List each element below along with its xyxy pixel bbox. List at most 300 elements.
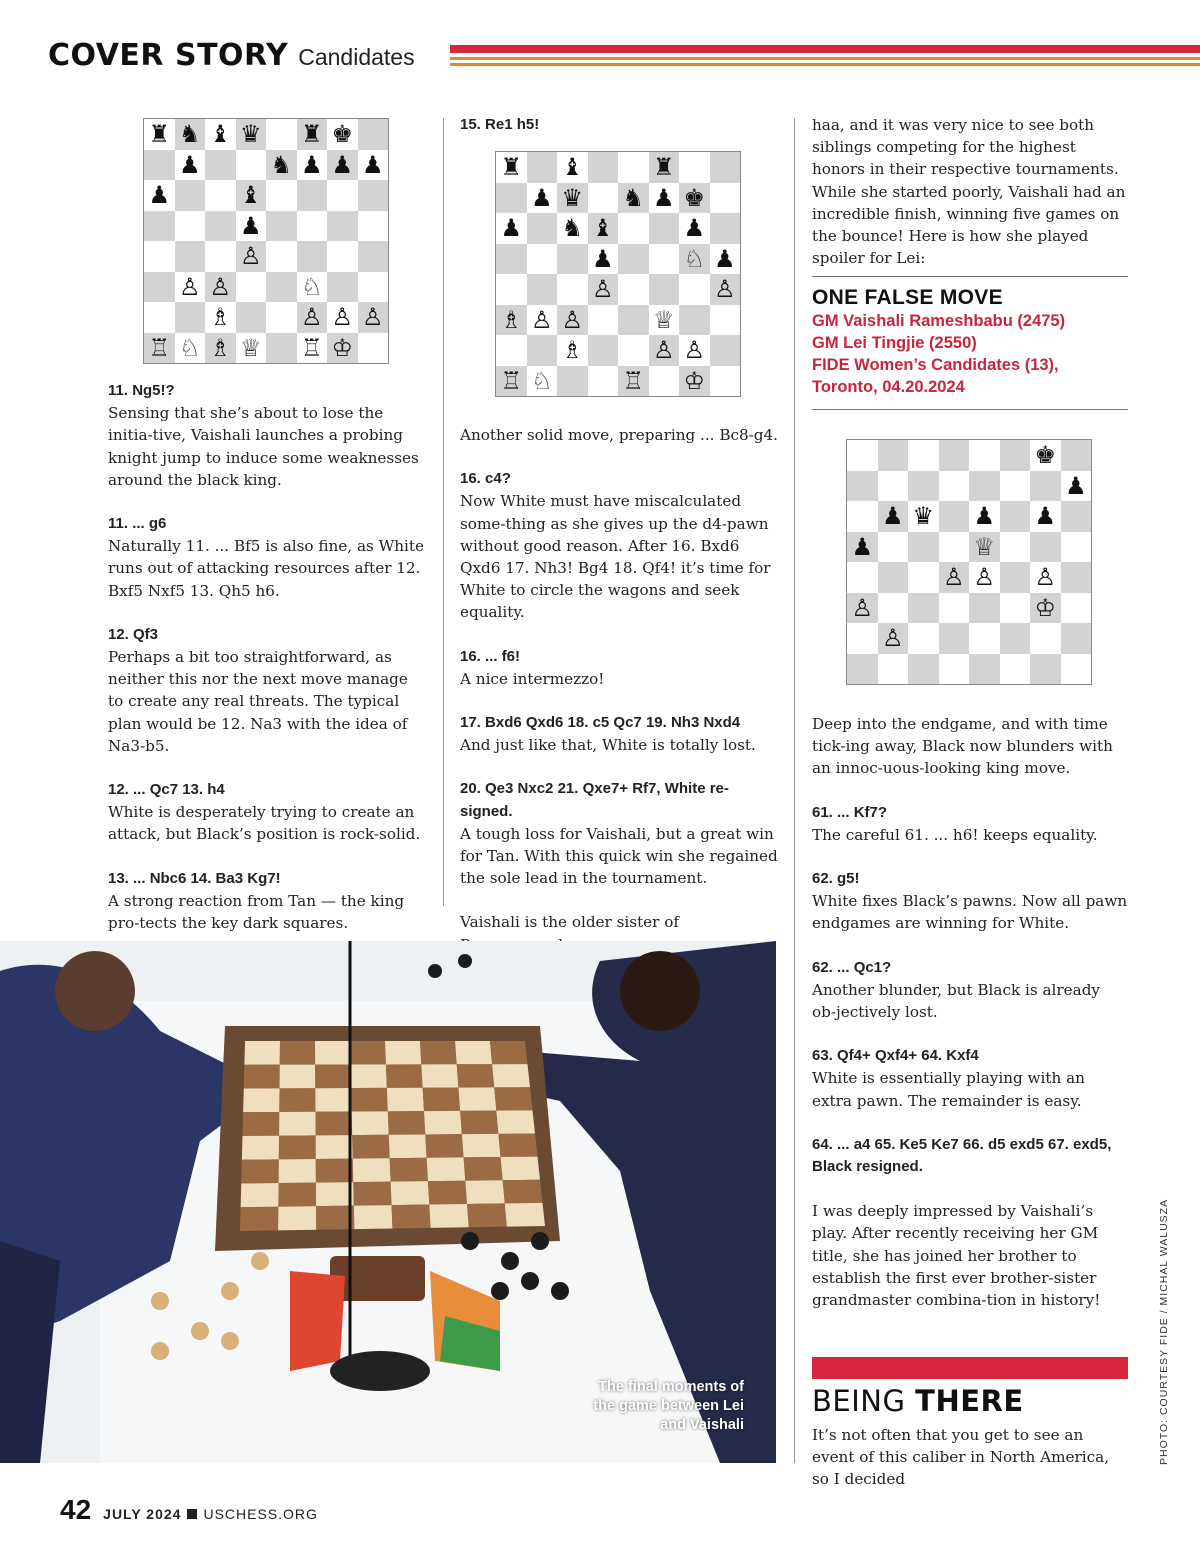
board-square: ♟	[649, 183, 680, 214]
photo-board-square	[386, 1064, 423, 1088]
board-square: ♟	[588, 244, 619, 275]
board-square	[527, 335, 558, 366]
annotation	[460, 778, 778, 889]
board-square: ♙	[175, 272, 206, 303]
board-square	[939, 532, 970, 563]
annotation	[108, 380, 426, 491]
board-square: ♙	[1030, 562, 1061, 593]
board-square: ♟	[878, 501, 909, 532]
board-square	[1061, 623, 1092, 654]
board-square	[939, 654, 970, 685]
event-name: FIDE Women’s Candidates (13),	[812, 356, 1059, 374]
board-square	[679, 305, 710, 336]
photo-board-square	[421, 1064, 458, 1087]
annotation	[812, 868, 1128, 935]
board-square: ♕	[236, 333, 267, 364]
board-square	[939, 593, 970, 624]
board-square	[878, 532, 909, 563]
board-square	[588, 366, 619, 397]
board-square	[527, 244, 558, 275]
board-square	[710, 152, 741, 183]
board-square	[847, 562, 878, 593]
header-rule-orange-2	[450, 63, 1200, 66]
photo-board-square	[279, 1135, 316, 1159]
board-square	[878, 562, 909, 593]
board-square	[908, 440, 939, 471]
board-square: ♖	[144, 333, 175, 364]
photo-board-square	[316, 1135, 353, 1159]
annotation-text: A tough loss for Vaishali, but a great win for Tan. With this quick win she regained the sole lead in the tournament.	[460, 824, 778, 888]
move-heading: 16. ... f6!	[460, 647, 521, 665]
annotation	[460, 468, 778, 623]
board-square	[969, 654, 1000, 685]
board-square: ♟	[358, 150, 389, 181]
board-square	[1000, 471, 1031, 502]
place-date: Toronto, 04.20.2024	[812, 378, 965, 396]
board-square	[175, 211, 206, 242]
column-divider-1	[443, 118, 444, 906]
board-square	[878, 471, 909, 502]
board-square	[266, 180, 297, 211]
annotation-text: Naturally 11. ... Bf5 is also fine, as White runs out of attacking resources after 12. Bxf5 Nxf5 13. Qh5 h6.	[108, 537, 424, 600]
board-square	[847, 440, 878, 471]
board-square: ♙	[649, 335, 680, 366]
photo-board-square	[494, 1087, 532, 1110]
move-heading: 15. Re1 h5!	[460, 116, 540, 133]
board-square: ♘	[297, 272, 328, 303]
board-square: ♞	[618, 183, 649, 214]
header-rule-orange	[450, 57, 1200, 60]
issue-date: JULY 2024	[103, 1506, 182, 1522]
board-square	[358, 241, 389, 272]
move-heading: 12. ... Qc7 13. h4	[108, 781, 225, 799]
paragraph: Deep into the endgame, and with time tick-ing away, Black now blunders with an innoc-uous-looking king move.	[812, 715, 1113, 778]
photo-board-square	[278, 1206, 316, 1230]
header-rule-red	[450, 45, 1200, 53]
board-square: ♟	[969, 501, 1000, 532]
annotation-text: A nice intermezzo!	[460, 669, 605, 688]
board-square	[1061, 440, 1092, 471]
board-square	[144, 302, 175, 333]
photo-board-square	[501, 1157, 540, 1181]
column-1	[108, 380, 426, 956]
photo-board-square	[455, 1041, 492, 1064]
annotation-text: Perhaps a bit too straightforward, as neither this nor the next move manage to create any real threats. The typical plan would be 12. Na3 with the idea of Na3-b5.	[108, 648, 408, 755]
board-square	[266, 302, 297, 333]
board-square	[496, 274, 527, 305]
board-square: ♙	[236, 241, 267, 272]
photo-board-square	[390, 1158, 428, 1182]
board-square	[297, 211, 328, 242]
photo-board-square	[388, 1111, 426, 1135]
board-square: ♟	[496, 213, 527, 244]
board-square: ♙	[327, 302, 358, 333]
annotation-text: White is essentially playing with an extra pawn. The remainder is easy.	[812, 1069, 1085, 1110]
board-square	[847, 623, 878, 654]
board-square	[588, 305, 619, 336]
photo-board-square	[353, 1158, 391, 1182]
move-heading: 11. Ng5!?	[108, 382, 175, 399]
board-square	[557, 244, 588, 275]
board-square	[969, 440, 1000, 471]
subhead	[812, 1384, 1024, 1418]
board-square	[496, 183, 527, 214]
move-heading: 63. Qf4+ Qxf4+ 64. Kxf4	[812, 1047, 979, 1065]
board-square	[1061, 501, 1092, 532]
board-square: ♙	[969, 562, 1000, 593]
annotation-text: White is desperately trying to create an attack, but Black’s position is rock-solid.	[108, 803, 421, 844]
board-square: ♞	[266, 150, 297, 181]
photo-board-square	[427, 1157, 466, 1181]
board-square: ♙	[847, 593, 878, 624]
board-square	[358, 272, 389, 303]
board-square: ♚	[679, 183, 710, 214]
board-square: ♕	[969, 532, 1000, 563]
board-square: ♙	[527, 305, 558, 336]
photo-board-square	[279, 1112, 316, 1136]
box-rule-top	[812, 276, 1128, 277]
photo-board-square	[315, 1065, 351, 1089]
page-number: 42	[60, 1494, 92, 1525]
photo-board-square	[389, 1134, 427, 1158]
board-square	[618, 305, 649, 336]
column-3-body	[812, 713, 1128, 1333]
column-2-body	[460, 424, 778, 978]
section-kicker: COVER STORY	[48, 38, 289, 73]
annotation-text: A strong reaction from Tan — the king pro-tects the key dark squares.	[108, 891, 405, 933]
photo-board-square	[315, 1112, 352, 1136]
column-3-intro	[812, 114, 1128, 291]
board-square	[1000, 562, 1031, 593]
board-square	[908, 562, 939, 593]
section-name: Candidates	[298, 44, 415, 70]
board-square	[236, 302, 267, 333]
photo-board-square	[505, 1203, 545, 1227]
photo-board-square	[315, 1041, 351, 1065]
annotation-text: The careful 61. ... h6! keeps equality.	[812, 825, 1098, 844]
board-square	[236, 272, 267, 303]
board-square	[847, 654, 878, 685]
photo-board-square	[243, 1088, 279, 1112]
board-square	[649, 274, 680, 305]
board-square: ♛	[908, 501, 939, 532]
board-square	[878, 593, 909, 624]
photo-board-square	[278, 1183, 316, 1207]
photo-board-square	[492, 1064, 530, 1087]
board-square: ♗	[496, 305, 527, 336]
board-square	[847, 471, 878, 502]
board-square	[649, 366, 680, 397]
board-square: ♔	[1030, 593, 1061, 624]
paragraph: It’s not often that you get to see an event of this caliber in North America, so I decided	[812, 1426, 1110, 1489]
board-square: ♟	[175, 150, 206, 181]
game-box	[812, 286, 1128, 398]
board-square	[266, 333, 297, 364]
board-square	[939, 501, 970, 532]
board-square: ♙	[358, 302, 389, 333]
site-url: USCHESS.ORG	[203, 1506, 318, 1522]
annotation-text: Another blunder, but Black is already ob-jectively lost.	[812, 980, 1100, 1022]
photo-board-square	[425, 1134, 463, 1158]
paragraph: Vaishali is the older sister of	[460, 913, 680, 932]
board-square	[1030, 654, 1061, 685]
board-square	[618, 244, 649, 275]
board-square: ♟	[679, 213, 710, 244]
game-photo	[0, 941, 776, 1463]
annotation	[108, 779, 426, 846]
photo-board-square	[352, 1135, 390, 1159]
board-square: ♙	[939, 562, 970, 593]
photo-board-square	[490, 1041, 528, 1064]
annotation-text: Now White must have miscalculated some-thing as she gives up the d4-pawn without good reason. After 16. Bxd6 Qxd6 17. Nh3! Bg4 18. Qf4! it’s time for White to circle the wagons and seek equality.	[460, 492, 771, 622]
photo-board-square	[465, 1180, 504, 1204]
board-square	[527, 152, 558, 183]
black-player: GM Lei Tingjie (2550)	[812, 334, 977, 352]
subhead-light: BEING	[812, 1384, 906, 1418]
board-square: ♙	[588, 274, 619, 305]
board-square	[527, 274, 558, 305]
photo-board-square	[354, 1205, 393, 1229]
board-square	[1061, 562, 1092, 593]
board-square: ♟	[1061, 471, 1092, 502]
board-square: ♖	[618, 366, 649, 397]
annotation	[812, 1134, 1128, 1178]
photo-board-square	[279, 1088, 315, 1112]
chess-diagram-1	[143, 118, 389, 364]
photo-board-square	[241, 1183, 279, 1207]
photo-board-square	[503, 1180, 543, 1204]
board-square: ♘	[527, 366, 558, 397]
board-square	[588, 183, 619, 214]
photo-board-square	[462, 1134, 501, 1158]
annotation-text: White fixes Black’s pawns. Now all pawn endgames are winning for White.	[812, 892, 1128, 933]
board-square	[266, 119, 297, 150]
board-square	[878, 654, 909, 685]
page-header	[48, 38, 415, 78]
board-square: ♟	[527, 183, 558, 214]
column-3-tail	[812, 1424, 1128, 1513]
board-square	[908, 593, 939, 624]
board-square	[618, 213, 649, 244]
board-square	[939, 471, 970, 502]
board-square: ♗	[557, 335, 588, 366]
photo-board-square	[316, 1182, 354, 1206]
board-square: ♟	[297, 150, 328, 181]
photo-board	[240, 1041, 545, 1231]
board-square	[297, 241, 328, 272]
board-square	[144, 211, 175, 242]
board-square	[266, 211, 297, 242]
board-square: ♙	[205, 272, 236, 303]
board-square: ♟	[327, 150, 358, 181]
board-square	[1000, 440, 1031, 471]
board-square	[710, 305, 741, 336]
photo-board-square	[353, 1182, 391, 1206]
board-square	[1061, 593, 1092, 624]
board-square: ♔	[679, 366, 710, 397]
photo-board-square	[316, 1159, 354, 1183]
photo-board-square	[498, 1134, 537, 1158]
board-square	[1030, 471, 1061, 502]
board-square: ♜	[297, 119, 328, 150]
board-square: ♙	[710, 274, 741, 305]
board-square	[710, 183, 741, 214]
page-footer	[60, 1494, 318, 1526]
photo-board-square	[387, 1088, 424, 1112]
board-square	[358, 333, 389, 364]
photo-board-square	[428, 1181, 467, 1205]
annotation	[108, 513, 426, 602]
board-square	[327, 272, 358, 303]
photo-board-square	[460, 1111, 498, 1135]
board-square	[496, 335, 527, 366]
board-square: ♟	[1030, 501, 1061, 532]
board-square	[144, 150, 175, 181]
board-square	[649, 213, 680, 244]
board-square	[496, 244, 527, 275]
photo-board-square	[420, 1041, 457, 1064]
board-square	[1000, 532, 1031, 563]
photo-board-square	[280, 1041, 315, 1065]
board-square	[908, 532, 939, 563]
photo-board-square	[423, 1088, 461, 1112]
board-square: ♟	[144, 180, 175, 211]
board-square	[1061, 532, 1092, 563]
board-square	[327, 211, 358, 242]
board-square: ♜	[496, 152, 527, 183]
board-square	[710, 366, 741, 397]
annotation	[812, 802, 1128, 846]
annotation	[108, 868, 426, 935]
board-square: ♖	[297, 333, 328, 364]
photo-caption: The final moments of the game between Lei and Vaishali	[593, 1379, 744, 1433]
board-square	[205, 211, 236, 242]
move-heading: 11. ... g6	[108, 515, 167, 533]
move-heading: 20. Qe3 Nxc2 21. Qxe7+ Rf7, White re-signed.	[460, 780, 729, 820]
board-square	[527, 213, 558, 244]
annotation-text: Sensing that she’s about to lose the initia-tive, Vaishali launches a probing knight jump to induce some weaknesses around the black king.	[108, 404, 419, 489]
annotation	[460, 712, 778, 756]
white-player: GM Vaishali Rameshbabu (2475)	[812, 312, 1066, 330]
board-square: ♔	[327, 333, 358, 364]
board-square	[358, 119, 389, 150]
annotation	[812, 957, 1128, 1024]
box-rule-bottom	[812, 409, 1128, 410]
photo-board-square	[352, 1111, 389, 1135]
board-square: ♟	[847, 532, 878, 563]
photo-board-square	[350, 1041, 386, 1065]
photo-board-square	[457, 1064, 495, 1087]
board-square	[969, 471, 1000, 502]
board-square: ♙	[679, 335, 710, 366]
photo-board-square	[315, 1088, 351, 1112]
board-square: ♟	[236, 211, 267, 242]
board-square: ♚	[1030, 440, 1061, 471]
board-square	[327, 180, 358, 211]
board-square	[175, 180, 206, 211]
move-heading: 62. g5!	[812, 870, 860, 888]
annotation	[460, 646, 778, 690]
column-2	[460, 114, 778, 136]
board-square	[358, 180, 389, 211]
board-square	[649, 244, 680, 275]
photo-board-square	[424, 1111, 462, 1135]
board-square	[908, 471, 939, 502]
photo-board-square	[279, 1159, 316, 1183]
board-square: ♝	[205, 119, 236, 150]
board-square	[588, 152, 619, 183]
move-heading: 62. ... Qc1?	[812, 958, 892, 976]
board-square	[710, 213, 741, 244]
board-square	[618, 152, 649, 183]
board-square	[557, 366, 588, 397]
board-square	[679, 152, 710, 183]
photo-board-square	[280, 1065, 316, 1089]
move-heading: 64. ... a4 65. Ke5 Ke7 66. d5 exd5 67. exd5, Black resigned.	[812, 1135, 1112, 1176]
board-square	[1000, 654, 1031, 685]
board-square: ♟	[710, 244, 741, 275]
board-square	[969, 593, 1000, 624]
board-square	[939, 440, 970, 471]
board-square: ♛	[236, 119, 267, 150]
move-heading: 12. Qf3	[108, 625, 159, 643]
board-square	[144, 241, 175, 272]
move-heading: 61. ... Kf7?	[812, 803, 888, 821]
photo-board-square	[464, 1157, 503, 1181]
chess-diagram-3	[846, 439, 1092, 685]
footer-separator	[187, 1509, 197, 1519]
board-square	[205, 241, 236, 272]
paragraph: Another solid move, preparing ... Bc8-g4.	[460, 426, 779, 444]
board-square	[297, 180, 328, 211]
board-square	[175, 302, 206, 333]
board-square: ♗	[205, 333, 236, 364]
board-square: ♙	[878, 623, 909, 654]
photo-board-square	[243, 1112, 280, 1136]
photo-board-square	[496, 1110, 535, 1133]
board-square	[1061, 654, 1092, 685]
board-square	[1000, 593, 1031, 624]
board-square	[878, 440, 909, 471]
board-square	[618, 335, 649, 366]
board-square: ♝	[588, 213, 619, 244]
board-square: ♙	[297, 302, 328, 333]
board-square: ♕	[649, 305, 680, 336]
board-square: ♝	[236, 180, 267, 211]
subhead-bar	[812, 1357, 1128, 1379]
box-title: ONE FALSE MOVE	[812, 286, 1003, 309]
annotation-text: And just like that, White is totally lost.	[460, 736, 756, 755]
board-square	[266, 241, 297, 272]
board-square	[710, 335, 741, 366]
chess-diagram-2	[495, 151, 741, 397]
board-square	[939, 623, 970, 654]
board-square	[205, 150, 236, 181]
photo-board-square	[458, 1087, 496, 1110]
annotation	[108, 624, 426, 757]
board-square	[908, 654, 939, 685]
board-square	[1000, 623, 1031, 654]
board-square	[327, 241, 358, 272]
photo-board-square	[242, 1136, 279, 1160]
board-square: ♞	[557, 213, 588, 244]
paragraph: haa, and it was very nice to see both siblings competing for the highest honors in their respective tournaments. While she started poorly, Vaishali had an incredible finish, winning five games on the bounce! Here is how she played spoiler for Lei:	[812, 116, 1126, 268]
board-square	[908, 623, 939, 654]
board-square: ♜	[144, 119, 175, 150]
board-square	[618, 274, 649, 305]
paragraph: I was deeply impressed by Vaishali’s play. After recently receiving her GM title, she has joined her brother to establish the first ever brother-sister grandmaster combina-tion in history!	[812, 1202, 1101, 1310]
board-square: ♞	[175, 119, 206, 150]
